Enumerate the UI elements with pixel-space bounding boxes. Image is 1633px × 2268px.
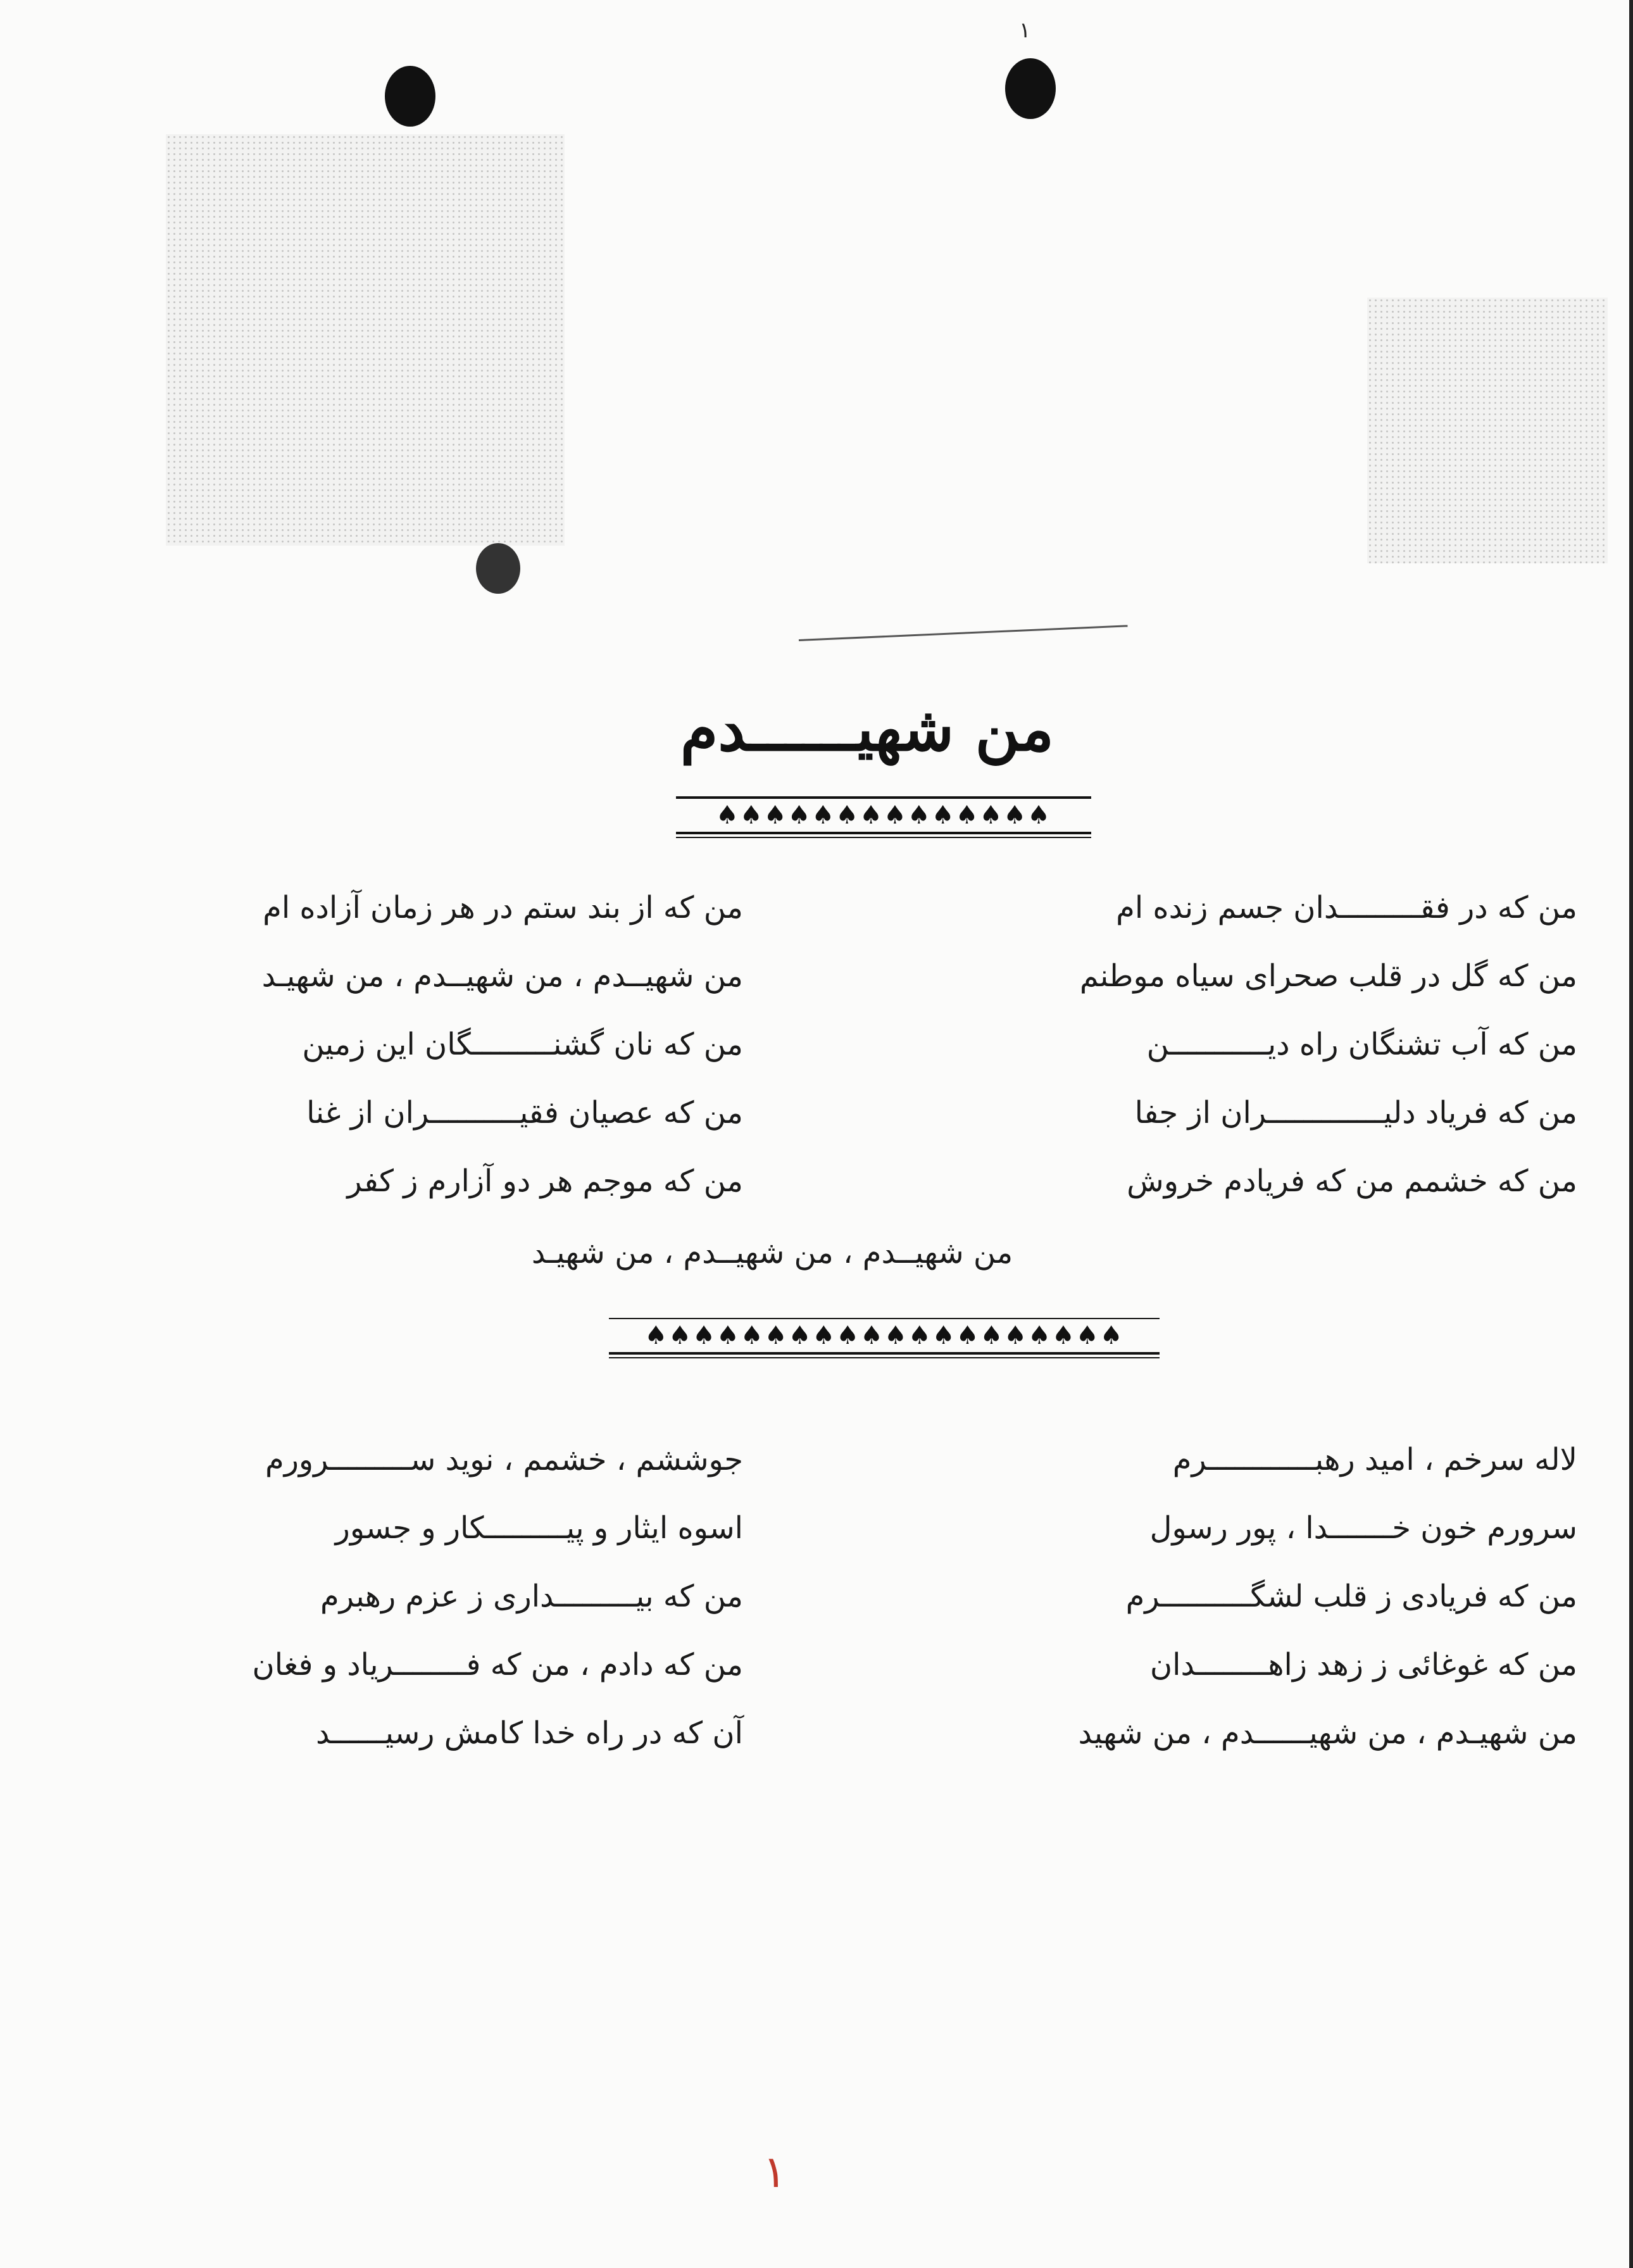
stanza1-right-column: [944, 874, 1577, 1215]
top-page-mark: ۱: [1019, 18, 1031, 43]
stanza-divider-ornament: [609, 1315, 1160, 1358]
verse-line: من شهیـدم ، من شهیــــــدم ، من شهید: [1078, 1715, 1577, 1751]
verse-line: من که خشمم من که فریادم خروش: [1127, 1163, 1577, 1199]
ornament-rule-bottom-thin: [676, 837, 1091, 838]
divider-rule-bottom: [609, 1352, 1160, 1355]
title-ornament: [676, 796, 1091, 838]
verse-line: لاله سرخم ، امید رهبــــــــــــرم: [1172, 1442, 1577, 1477]
ornament-rule-bottom: [676, 832, 1091, 834]
divider-hearts: ♠♠♠♠♠♠♠♠♠♠♠♠♠♠♠♠♠♠♠♠: [644, 1321, 1124, 1350]
verse-line: من شهیــدم ، من شهیــدم ، من شهیـد: [261, 958, 743, 994]
verse-line: من که فریاد دلیـــــــــــــران از جفا: [1134, 1095, 1577, 1131]
punch-hole-right: [1005, 58, 1056, 119]
scan-smudge-right: [1367, 298, 1608, 563]
verse-line: سرورم خون خـــــــدا ، پور رسول: [1149, 1510, 1577, 1546]
verse-line: اسوه ایثار و پیـــــــــکار و جسور: [335, 1510, 743, 1546]
verse-line: من که عصیان فقیــــــــــران از غنا: [306, 1095, 743, 1131]
stanza1-closing-line: من شهیــدم ، من شهیــدم ، من شهیـد: [531, 1235, 1013, 1270]
page-number: ۱: [763, 2146, 787, 2198]
verse-line: من که موجم هر دو آزارم ز کفر: [347, 1163, 743, 1199]
punch-hole-left: [385, 66, 435, 127]
verse-line: آن که در راه خدا کامش رسیــــــد: [316, 1715, 743, 1751]
stanza1-left-column: [47, 874, 743, 1215]
verse-line: من که در فقـــــــــدان جسم زنده ام: [1116, 890, 1577, 925]
stanza2-left-column: [47, 1425, 743, 1767]
verse-line: من که آب تشنگان راه دیـــــــــــن: [1146, 1027, 1577, 1062]
verse-line: من که نان گشنـــــــــگان این زمین: [302, 1027, 743, 1062]
verse-line: من که از بند ستم در هر زمان آزاده ام: [263, 890, 743, 925]
verse-line: من که غوغائی ز زهد زاهــــــــدان: [1149, 1647, 1577, 1682]
verse-line: من که فریادی ز قلب لشگــــــــــرم: [1125, 1579, 1577, 1614]
scan-smudge-left: [166, 134, 565, 546]
poem-title: من شهیــــــدم: [680, 693, 1054, 765]
verse-line: من که دادم ، من که فــــــــریاد و فغان: [252, 1647, 743, 1682]
verse-line: جوششم ، خشمم ، نوید ســـــــــرورم: [265, 1442, 743, 1477]
scan-dot: [476, 543, 520, 594]
verse-line: من که گل در قلب صحرای سیاه موطنم: [1079, 958, 1577, 994]
ornament-hearts: ♠♠♠♠♠♠♠♠♠♠♠♠♠♠: [715, 801, 1052, 830]
stanza2-right-column: [944, 1425, 1577, 1767]
stray-pen-line: [799, 625, 1128, 641]
divider-rule-bottom-thin: [609, 1357, 1160, 1358]
verse-line: من که بیـــــــــداری ز عزم رهبرم: [320, 1579, 743, 1614]
